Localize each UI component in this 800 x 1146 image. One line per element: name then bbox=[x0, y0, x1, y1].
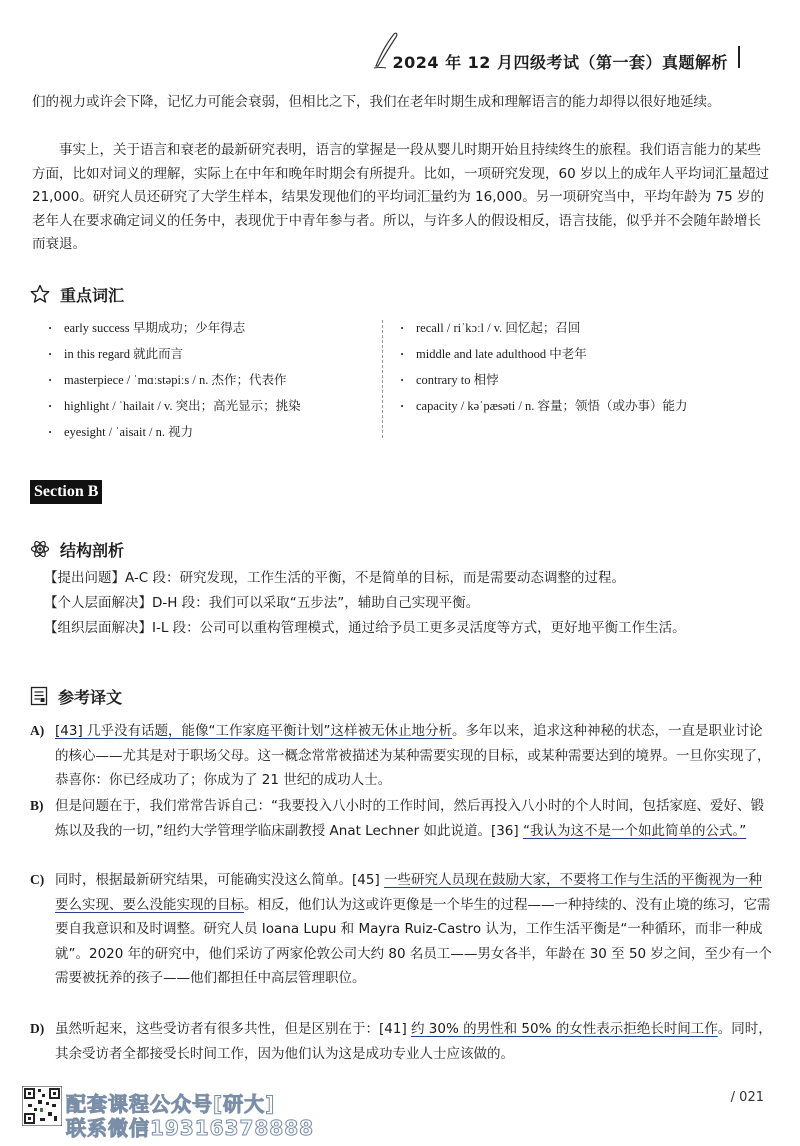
vocab-heading bbox=[30, 282, 124, 306]
section-b-label: Section B bbox=[30, 480, 102, 504]
vocab-item: · capacity / kəˈpæsəti / n. 容量；领悟（或办事）能力 bbox=[398, 394, 688, 420]
vocab-list-left bbox=[46, 316, 301, 446]
paragraph-label: A) bbox=[30, 723, 45, 738]
page-number: / 021 bbox=[730, 1090, 764, 1105]
vocab-item: · in this regard 就此而言 bbox=[46, 342, 301, 368]
vocab-item: · contrary to 相悖 bbox=[398, 368, 688, 394]
intro-paragraph-2: 事实上，关于语言和衰老的最新研究表明，语言的掌握是一段从婴儿时期开始且持续终生的旅程。我们语言能力的某些方面，比如对词义的理解，实际上在中年和晚年时期会有所提升。比如，一项研究发现，60 岁以上的成年人平均词汇量超过 21,000。研究人员还研究了大学生样本，结果发现他们的平均词汇量约为 16,000。另一项研究当中，平均年龄为 75 岁的老年人在要求确定词义的任务中，表现优于中青年参与者。所以，与许多人的假设相反，语言技能，似乎并不会随年龄增长而衰退。 bbox=[32, 142, 769, 252]
structure-heading bbox=[30, 537, 124, 561]
underlined-answer-41: 约 30% 的男性和 50% 的女性表示拒绝长时间工作 bbox=[411, 1021, 718, 1037]
watermark-line-2: 联系微信19316378888 bbox=[66, 1116, 315, 1140]
structure-line-1: 【提出问题】A-C 段：研究发现，工作生活的平衡，不是简单的目标，而是需要动态调整的过程。 bbox=[44, 570, 626, 586]
structure-line-2: 【个人层面解决】D-H 段：我们可以采取“五步法”，辅助自己实现平衡。 bbox=[44, 595, 480, 611]
star-icon bbox=[30, 284, 50, 304]
paragraph-text: 。多年以来，追求这种神秘的状态，一直是职业讨论的核心——尤其是对于职场父母。这一概念常常被描述为某种需要实现的目标，或某种需要达到的境界。一旦你实现了，恭喜你：你已经成功了；你成为了 21 世纪的成功人士。 bbox=[55, 723, 771, 788]
vocab-list-right bbox=[398, 316, 688, 420]
paragraph-text: 但是问题在于，我们常常告诉自己：“我要投入八小时的工作时间，然后再投入八小时的个人时间，包括家庭、爱好、锻炼以及我的一切，”纽约大学管理学临床副教授 Anat Lechner 如此说道。[36] bbox=[55, 798, 764, 839]
paragraph-text: 。相反，他们认为这或许更像是一个毕生的过程——一种持续的、没有止境的练习，它需要自我意识和及时调整。研究人员 Ioana Lupu 和 Mayra Ruiz-Castro 认为，工作生活平衡是“一种循环，而非一种成就”。2020 年的研究中，他们采访了两家伦敦公司大约 80 名员工——男女各半，年龄在 30 至 50 岁之间，至少有一个需要被抚养的孩子——他们都担任中高层管理职位。 bbox=[55, 896, 772, 986]
translation-title: 参考译文 bbox=[58, 687, 123, 707]
qr-code-icon bbox=[22, 1086, 62, 1126]
underlined-answer-43: [43] 几乎没有话题，能像“工作家庭平衡计划”这样被无休止地分析 bbox=[55, 723, 452, 739]
document-icon bbox=[30, 686, 48, 706]
paragraph-text: 。同时，其余受访者全都接受长时间工作，因为他们认为这是成功专业人士应该做的。 bbox=[55, 1021, 772, 1062]
paragraph-label: C) bbox=[30, 872, 45, 887]
translation-paragraph-c bbox=[30, 868, 772, 991]
header-divider bbox=[738, 46, 740, 68]
underlined-answer-36: “我认为这不是一个如此简单的公式。” bbox=[522, 822, 747, 839]
translation-paragraph-d bbox=[30, 1017, 772, 1066]
vocab-item: · eyesight / ˈaisait / n. 视力 bbox=[46, 420, 301, 446]
header-title: 2024 年 12 月四级考试（第一套）真题解析 bbox=[392, 53, 728, 72]
structure-title: 结构剖析 bbox=[60, 540, 125, 560]
paragraph-label: B) bbox=[30, 798, 44, 813]
paragraph-text: 虽然听起来，这些受访者有很多共性，但是区别在于：[41] bbox=[55, 1021, 412, 1037]
vocab-item: · early success 早期成功；少年得志 bbox=[46, 316, 301, 342]
vocab-title: 重点词汇 bbox=[60, 285, 125, 305]
underlined-answer-45: 一些研究人员现在鼓励大家，不要将工作与生活的平衡视为一种要么实现、要么没能实现的目标 bbox=[55, 872, 763, 913]
translation-paragraph-a bbox=[30, 719, 772, 793]
page-header bbox=[0, 28, 800, 72]
vocab-item: · recall / riˈkɔːl / v. 回忆起；召回 bbox=[398, 316, 688, 342]
vocab-item: · middle and late adulthood 中老年 bbox=[398, 342, 688, 368]
watermark-line-1: 配套课程公众号[研大] bbox=[66, 1092, 276, 1116]
atom-icon bbox=[30, 539, 50, 559]
vocab-item: · highlight / ˈhailait / v. 突出；高光显示；挑染 bbox=[46, 394, 301, 420]
intro-paragraph-1: 们的视力或许会下降，记忆力可能会衰弱，但相比之下，我们在老年时期生成和理解语言的能力却得以很好地延续。 bbox=[32, 94, 721, 110]
paragraph-text: 同时，根据最新研究结果，可能确实没这么简单。[45] bbox=[55, 872, 385, 888]
vocab-item: · masterpiece / ˈmɑːstəpiːs / n. 杰作；代表作 bbox=[46, 368, 301, 394]
structure-line-3: 【组织层面解决】I-L 段：公司可以重构管理模式，通过给予员工更多灵活度等方式，更好地平衡工作生活。 bbox=[44, 620, 686, 636]
translation-heading bbox=[30, 684, 122, 708]
translation-paragraph-b bbox=[30, 794, 772, 843]
column-divider bbox=[382, 320, 383, 438]
paragraph-label: D) bbox=[30, 1021, 45, 1036]
